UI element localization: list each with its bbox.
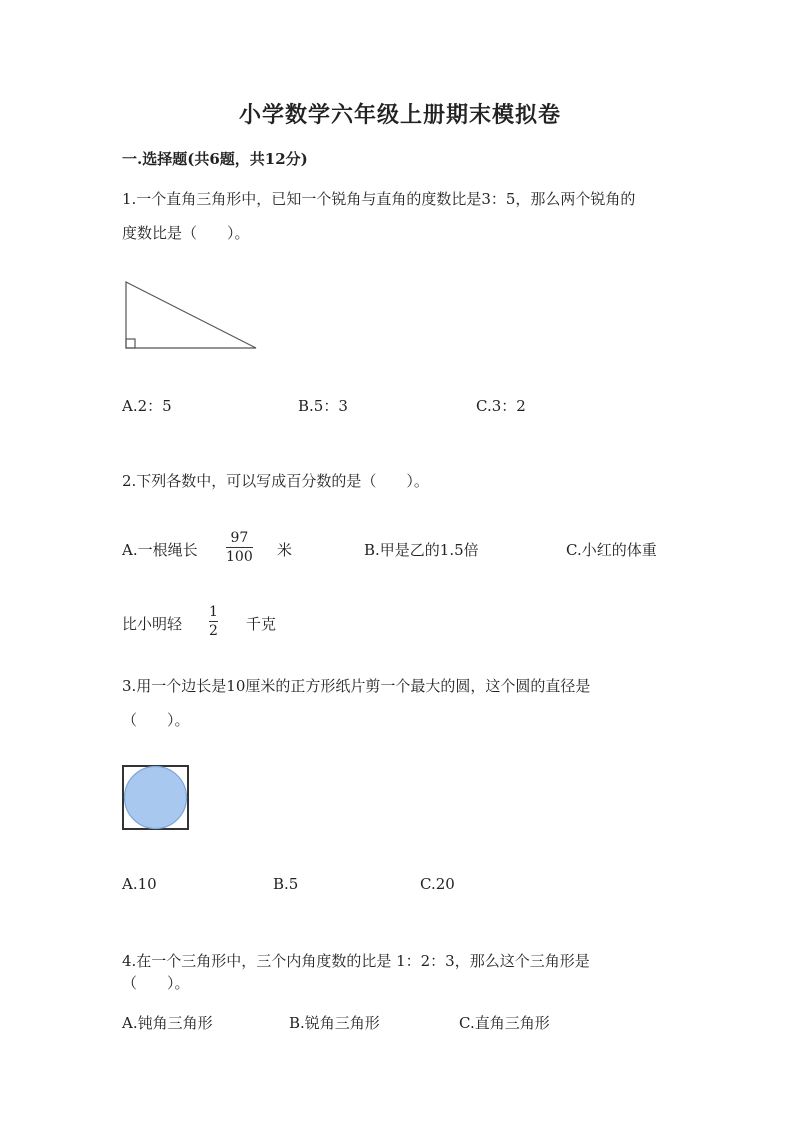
fraction-numerator: 1 [209,604,218,620]
circle-shape [125,767,187,829]
q4-option-b[interactable]: B.锐角三角形 [289,1014,380,1032]
q1-option-c[interactable]: C.3：2 [476,397,526,415]
q3-option-b[interactable]: B.5 [273,875,299,893]
right-angle-mark [126,339,135,348]
q2-option-a-suffix: 米 [277,541,293,559]
question-4-line2: （ ）。 [122,974,190,992]
q3-option-c[interactable]: C.20 [420,875,455,893]
fraction-bar [226,547,253,548]
q4-option-c[interactable]: C.直角三角形 [459,1014,550,1032]
square-circle-figure [121,764,191,832]
q1-option-a[interactable]: A.2：5 [122,397,172,415]
fraction-denominator: 100 [226,549,253,565]
question-1-line1: 1.一个直角三角形中，已知一个锐角与直角的度数比是3：5，那么两个锐角的 [122,190,636,208]
fraction-bar [209,621,218,622]
q2-option-a-prefix[interactable]: A.一根绳长 [122,541,198,559]
fraction-denominator: 2 [209,623,218,639]
section-heading: 一.选择题(共6题，共12分) [122,150,308,168]
question-2-line1: 2.下列各数中，可以写成百分数的是（ ）。 [122,472,429,490]
q2-option-c-suffix: 千克 [246,615,277,633]
q4-option-a[interactable]: A.钝角三角形 [122,1014,213,1032]
q2-option-b[interactable]: B.甲是乙的1.5倍 [364,541,479,559]
q1-option-b[interactable]: B.5：3 [298,397,348,415]
question-4-line1: 4.在一个三角形中，三个内角度数的比是 1：2：3，那么这个三角形是 [122,952,590,970]
question-3-line2: （ ）。 [122,711,190,729]
question-3-line1: 3.用一个边长是10厘米的正方形纸片剪一个最大的圆，这个圆的直径是 [122,677,591,695]
right-triangle-figure [120,278,265,356]
q2-option-a-fraction [226,530,253,565]
q2-option-c-line1[interactable]: C.小红的体重 [566,541,657,559]
page-title: 小学数学六年级上册期末模拟卷 [238,102,561,128]
triangle-shape [126,282,256,348]
question-1-line2: 度数比是（ ）。 [122,224,250,242]
q2-option-c-fraction [209,604,218,639]
q3-option-a[interactable]: A.10 [122,875,157,893]
q2-option-c-line2-prefix: 比小明轻 [122,615,183,633]
fraction-numerator: 97 [230,530,249,546]
